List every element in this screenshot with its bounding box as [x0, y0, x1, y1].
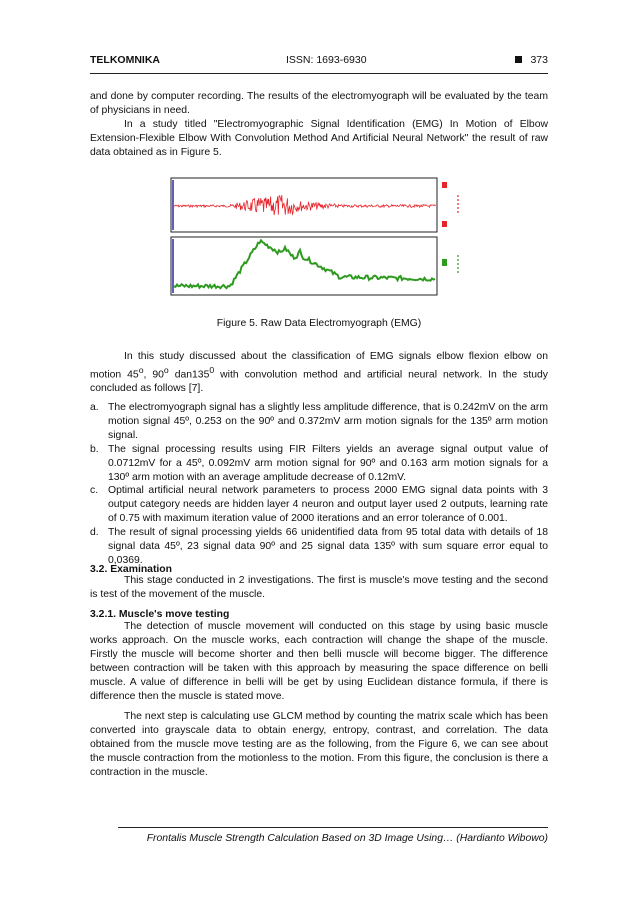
section-heading-examination: 3.2. Examination	[90, 564, 172, 575]
list-marker: c.	[90, 485, 99, 497]
paragraph-move-testing-1: The detection of muscle movement will conducted on this stage by using basic muscle works approach. On the muscle works, each contraction will change the shape of the muscle. Firstly the muscle will become shorter and then belli muscle will become bigger. The difference between contraction will be taken with this approach by measuring the space difference on belli muscle. A value of difference in belli will be get by using Euclidean distance formula, if there is difference then the muscle is stated move.	[90, 621, 548, 702]
issn: ISSN: 1693-6930	[286, 54, 367, 66]
figure-emg-raw-data	[170, 177, 466, 299]
list-text: The result of signal processing yields 66 unidentified data from 95 total data with details of 18 signal data 45º, 23 signal data 90º and 25 signal data 135º with sum square error equal to 0,0369.	[108, 527, 548, 566]
level-marker-icon	[442, 259, 447, 266]
list-text: Optimal artificial neural network parameters to process 2000 EMG signal data points with 3 output category needs are hidden layer 4 neuron and output layer used 2 outputs, learning rate of 0.75 with maximum iteration value of 2000 iterations and an error tolerance of 0.001.	[108, 485, 548, 525]
discussion-text-2: , 90	[143, 369, 164, 381]
degree-sup: o	[163, 364, 169, 375]
degree-sup: 0	[209, 364, 215, 375]
list-marker: d.	[90, 527, 99, 539]
list-item	[90, 484, 548, 526]
paragraph-intro: and done by computer recording. The results of the electromyograph will be evaluated by the team of physicians in need.	[90, 91, 548, 116]
degree-sup: o	[138, 364, 144, 375]
paragraph-examination: This stage conducted in 2 investigations. The first is muscle's move testing and the second is test of the movement of the muscle.	[90, 575, 548, 600]
running-header	[90, 54, 548, 70]
conclusion-list	[90, 401, 548, 568]
list-item	[90, 526, 548, 568]
paragraph-move-testing-2: The next step is calculating use GLCM method by counting the matrix scale which has been converted into grayscale data to obtain energy, entropy, contrast, and correlation. The data obtained from the muscle move testing are as the following, from the Figure 6, we can see about the muscle contraction from the motionless to the motion. From this figure, the conclusion is there a contraction in the muscle.	[90, 711, 548, 778]
emg-plot	[170, 177, 466, 299]
footer-rule	[118, 827, 548, 828]
bottom-marker-icon	[442, 221, 447, 227]
discussion-text-4: with convolution method and artificial neural network. In the study concluded as follows [7].	[90, 369, 548, 395]
page-number: 373	[530, 54, 548, 66]
list-marker: a.	[90, 402, 99, 413]
journal-name: TELKOMNIKA	[90, 54, 160, 66]
discussion-text-1: In this study discussed about the classification of EMG signals elbow flexion elbow on motion 45	[90, 351, 548, 381]
list-item	[90, 443, 548, 485]
discussion-text-3: dan135	[168, 369, 210, 381]
list-item	[90, 401, 548, 443]
section-heading-move-testing: 3.2.1. Muscle's move testing	[90, 609, 230, 620]
square-bullet-icon	[515, 56, 522, 63]
list-text: The electromyograph signal has a slightly less amplitude difference, that is 0.242mV on the arm motion signal 45º, 0.253 on the 90º and 0.372mV arm motion signals for the 135º arm motion signal.	[108, 402, 548, 441]
list-marker: b.	[90, 443, 99, 455]
paragraph-study: In a study titled "Electromyographic Signal Identification (EMG) In Motion of Elbow Extension-Flexible Elbow With Convolution Method And Artificial Neural Network" the result of raw data obtained as in Figure 5.	[90, 119, 548, 158]
running-footer: Frontalis Muscle Strength Calculation Based on 3D Image Using… (Hardianto Wibowo)	[146, 833, 548, 844]
paragraph-discussion	[90, 350, 548, 396]
list-text: The signal processing results using FIR Filters yields an average signal output value of 0.0712mV for a 45º, 0.092mV arm motion signal for 90º and 0.163 arm motion signals for a 130º arm motion with an average amplitude decrease of 0.12mV.	[108, 443, 548, 483]
figure-caption: Figure 5. Raw Data Electromyograph (EMG)	[216, 318, 422, 329]
top-marker-icon	[442, 182, 447, 188]
header-rule	[90, 73, 548, 74]
